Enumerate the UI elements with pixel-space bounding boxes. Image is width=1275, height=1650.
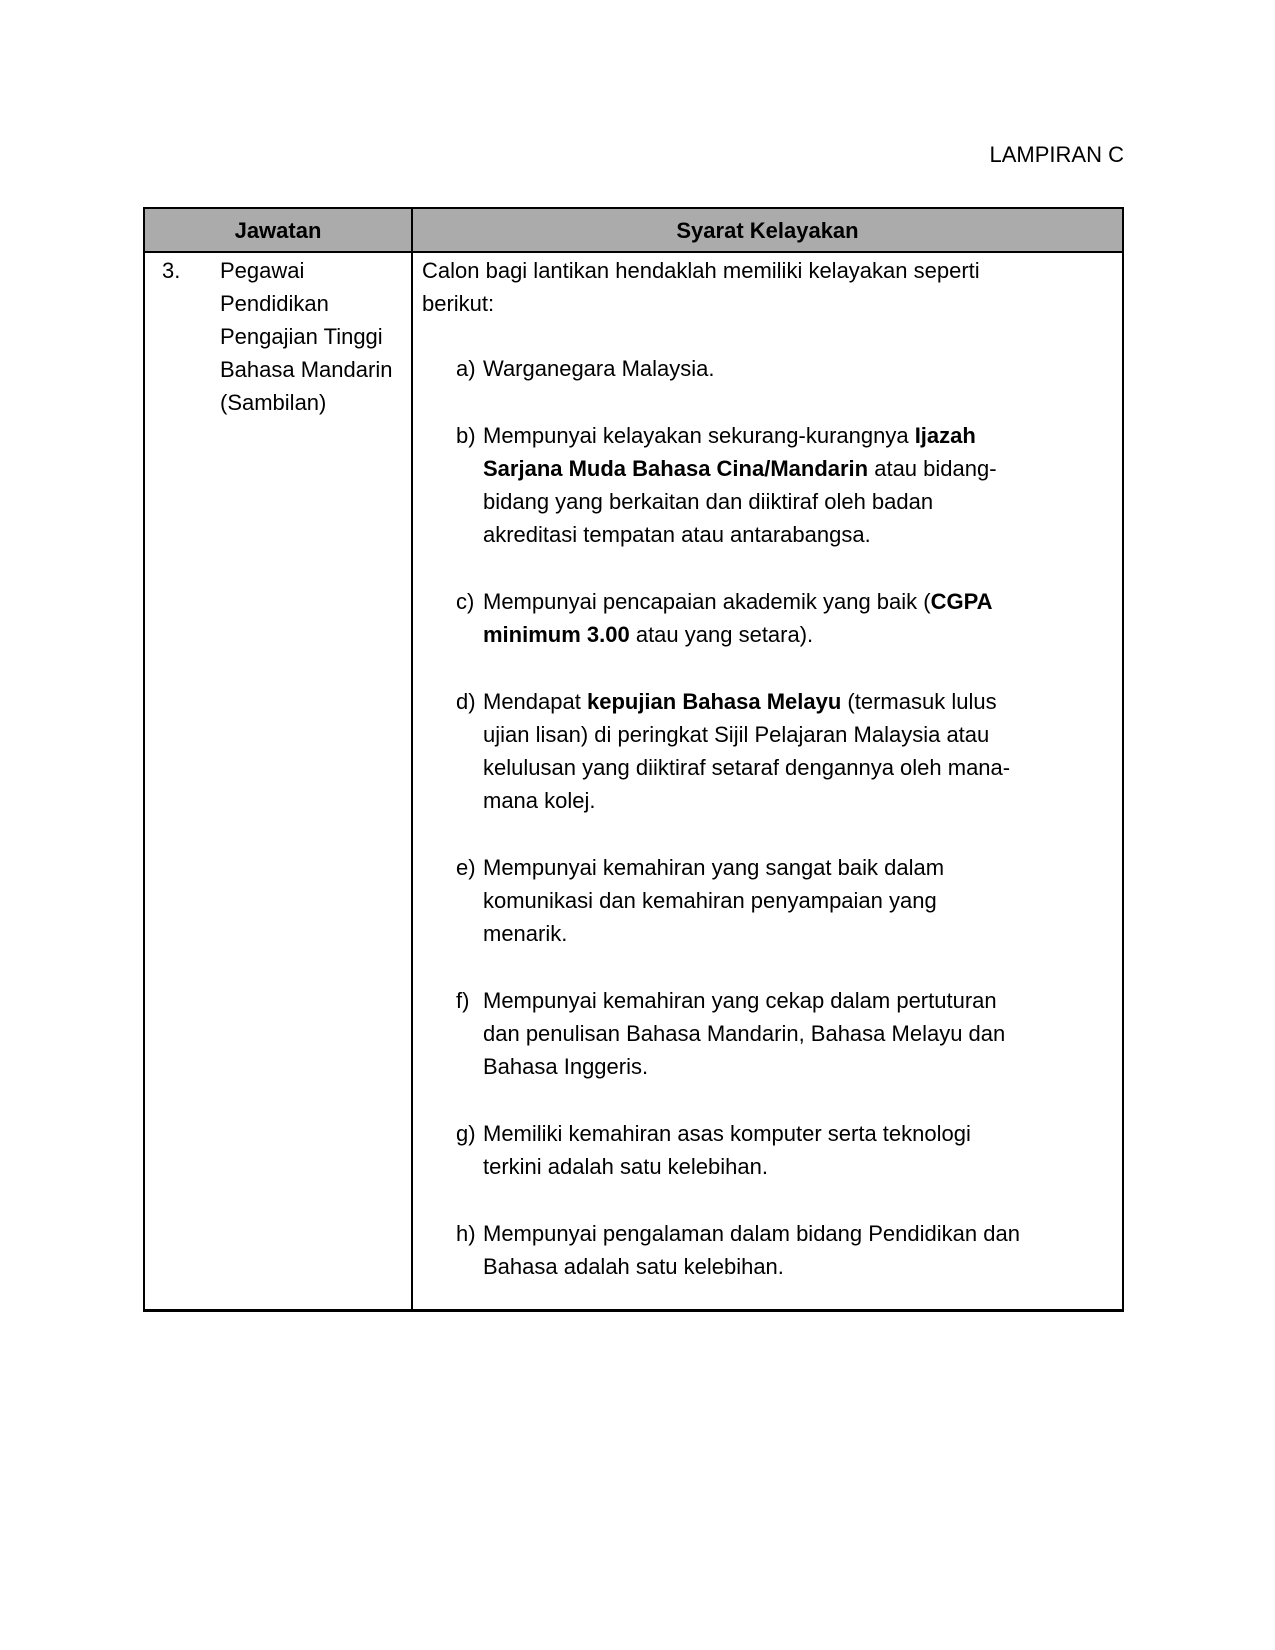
requirement-text-line: Sarjana Muda Bahasa Cina/Mandarin atau bidang-	[483, 456, 997, 481]
requirement-text-line: menarik.	[483, 921, 568, 946]
requirement-text	[483, 1117, 1112, 1183]
header-cell-jawatan: Jawatan	[145, 209, 413, 251]
requirement-text	[483, 685, 1112, 817]
requirement-text-line: Mempunyai pengalaman dalam bidang Pendidikan dan	[483, 1221, 1020, 1246]
requirement-text-line: Mempunyai pencapaian akademik yang baik (CGPA	[483, 589, 993, 614]
table-body-row	[145, 253, 1122, 1309]
requirement-item-e	[456, 851, 1112, 950]
intro-line: Calon bagi lantikan hendaklah memiliki kelayakan seperti	[422, 258, 980, 283]
requirements-cell	[413, 253, 1122, 1309]
requirement-item-f	[456, 984, 1112, 1083]
requirement-label: e)	[456, 855, 476, 880]
requirements-list	[422, 352, 1112, 1283]
requirement-text-line: bidang yang berkaitan dan diiktiraf oleh badan	[483, 489, 934, 514]
requirement-label: b)	[456, 423, 476, 448]
requirement-text-line: ujian lisan) di peringkat Sijil Pelajaran Malaysia atau	[483, 722, 990, 747]
table-header-row	[145, 209, 1122, 253]
requirement-item-d	[456, 685, 1112, 817]
requirement-label: a)	[456, 356, 476, 381]
requirement-text	[483, 419, 1112, 551]
requirement-text-line: terkini adalah satu kelebihan.	[483, 1154, 768, 1179]
row-number: 3.	[162, 258, 181, 283]
requirement-text-line: minimum 3.00 atau yang setara).	[483, 622, 814, 647]
intro-line: berikut:	[422, 291, 495, 316]
requirement-text-line: Mendapat kepujian Bahasa Melayu (termasuk lulus	[483, 689, 997, 714]
requirement-text-line: Bahasa adalah satu kelebihan.	[483, 1254, 784, 1279]
requirement-text-line: mana kolej.	[483, 788, 596, 813]
requirement-label: d)	[456, 689, 476, 714]
requirement-item-a	[456, 352, 1112, 385]
requirement-text-line: kelulusan yang diiktiraf setaraf dengannya oleh mana-	[483, 755, 1011, 780]
requirement-text-line: komunikasi dan kemahiran penyampaian yang	[483, 888, 937, 913]
requirement-item-h	[456, 1217, 1112, 1283]
requirement-item-c	[456, 585, 1112, 651]
requirement-text-line: akreditasi tempatan atau antarabangsa.	[483, 522, 871, 547]
requirement-text	[483, 352, 1112, 385]
requirement-text-line: Warganegara Malaysia.	[483, 356, 715, 381]
requirement-text-line: dan penulisan Bahasa Mandarin, Bahasa Melayu dan	[483, 1021, 1006, 1046]
requirement-text	[483, 984, 1112, 1083]
requirement-text-line: Memiliki kemahiran asas komputer serta teknologi	[483, 1121, 971, 1146]
requirement-label: h)	[456, 1221, 476, 1246]
header-cell-syarat-kelayakan: Syarat Kelayakan	[676, 217, 859, 243]
requirement-item-g	[456, 1117, 1112, 1183]
requirement-text-line: Mempunyai kemahiran yang sangat baik dalam	[483, 855, 945, 880]
qualifications-table	[143, 207, 1124, 1312]
requirement-text	[483, 585, 1112, 651]
annex-label: LAMPIRAN C	[989, 142, 1124, 167]
requirement-text	[483, 1217, 1112, 1283]
position-title: Pegawai Pendidikan Pengajian Tinggi Bahasa Mandarin (Sambilan)	[220, 258, 393, 415]
requirement-label: g)	[456, 1121, 476, 1146]
requirement-text-line: Bahasa Inggeris.	[483, 1054, 649, 1079]
requirement-label: c)	[456, 589, 475, 614]
requirement-text	[483, 851, 1112, 950]
intro-paragraph	[422, 254, 1112, 320]
position-cell	[145, 253, 413, 1309]
requirement-text-line: Mempunyai kemahiran yang cekap dalam pertuturan	[483, 988, 997, 1013]
requirement-item-b	[456, 419, 1112, 551]
requirement-text-line: Mempunyai kelayakan sekurang-kurangnya Ijazah	[483, 423, 976, 448]
requirement-label: f)	[456, 988, 470, 1013]
